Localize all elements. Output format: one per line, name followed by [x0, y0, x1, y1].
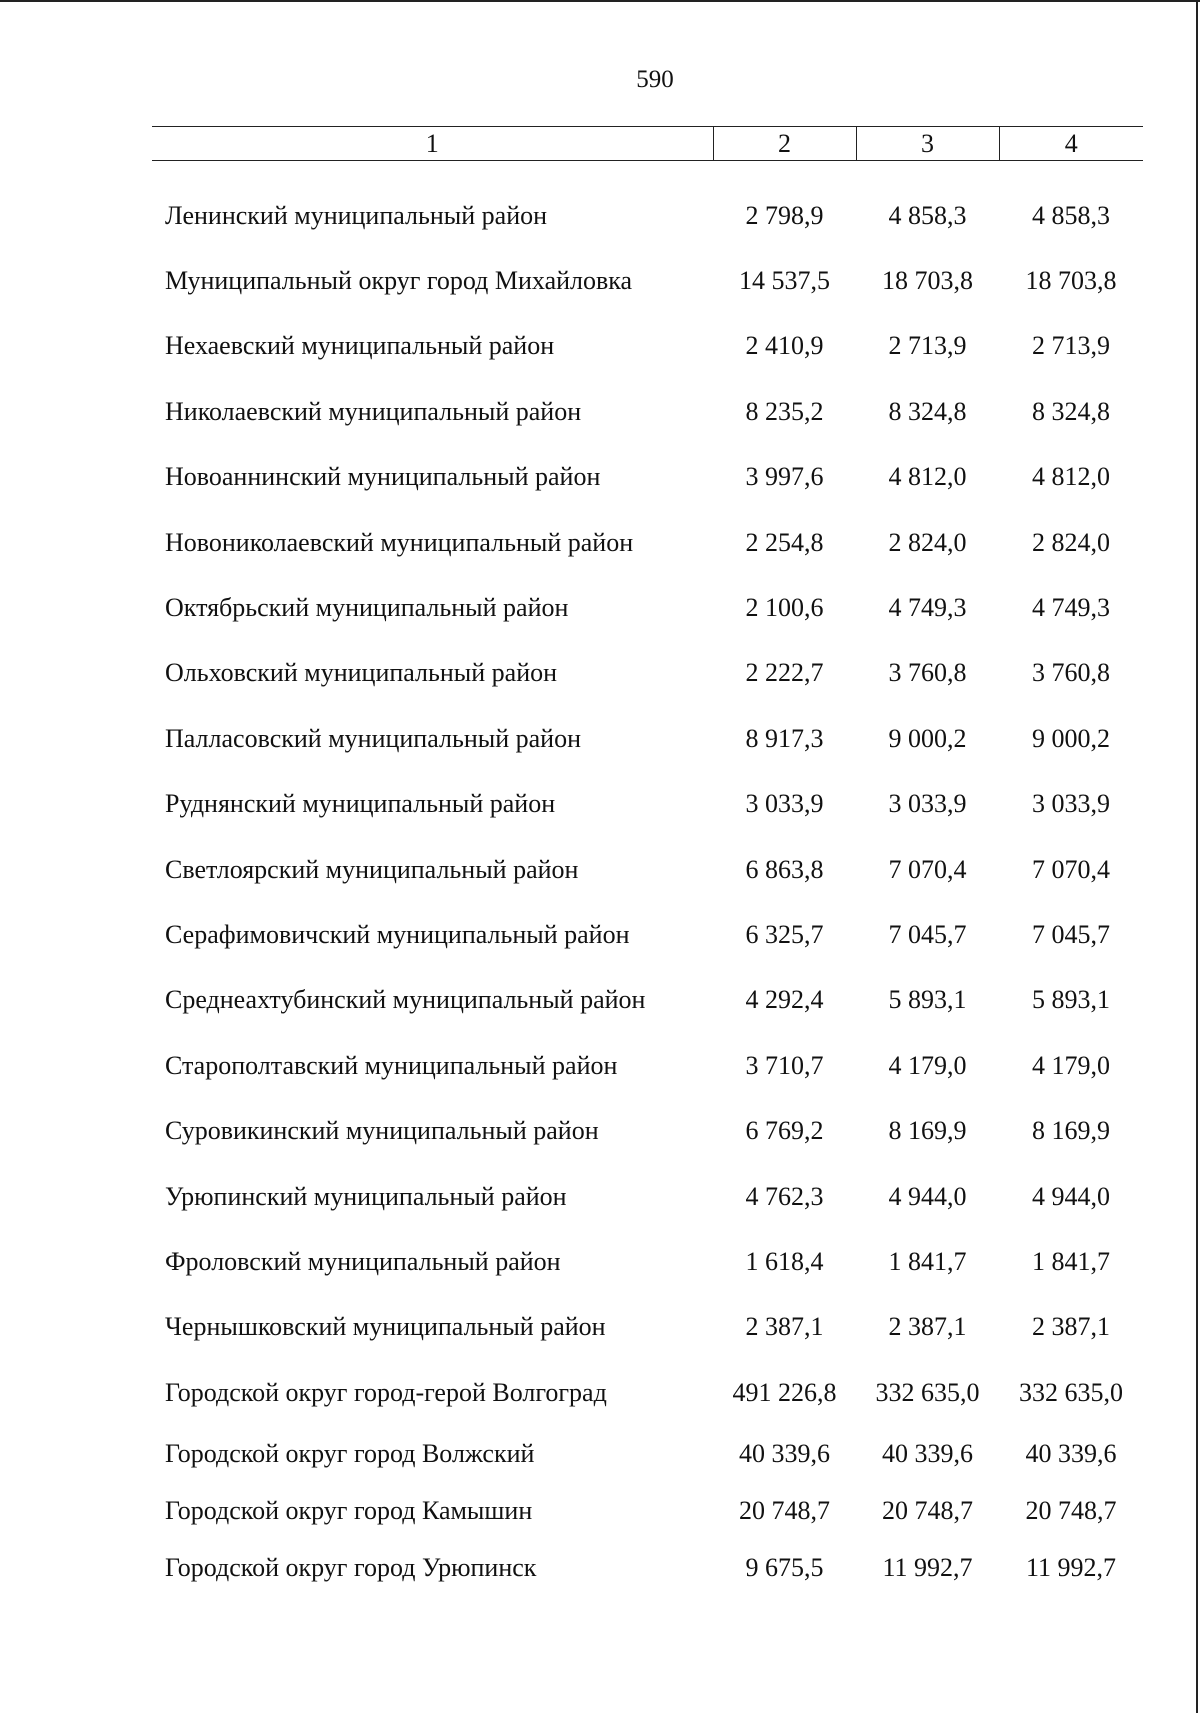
row-name-cell: Новониколаевский муниципальный район	[165, 527, 634, 557]
row-name-cell: Городской округ город Камышин	[165, 1495, 533, 1525]
row-value-col2: 2 100,6	[745, 593, 824, 623]
row-value-col3: 4 858,3	[888, 200, 967, 230]
row-value-col4: 3 033,9	[1032, 789, 1110, 819]
table-row	[152, 641, 1143, 706]
column-header-3: 3	[856, 127, 999, 161]
row-value-col4: 20 748,7	[1025, 1495, 1117, 1525]
table-row	[152, 1482, 1143, 1539]
table-row	[152, 575, 1143, 640]
row-name-cell: Городской округ город Волжский	[165, 1438, 535, 1468]
row-name-cell: Фроловский муниципальный район	[165, 1246, 561, 1276]
row-value-col4: 1 841,7	[1032, 1246, 1110, 1276]
row-value-col4: 7 045,7	[1032, 919, 1110, 949]
row-value-col2: 4 762,3	[745, 1181, 824, 1211]
row-value-col3: 7 045,7	[888, 919, 967, 949]
row-value-col2: 6 325,7	[745, 919, 824, 949]
row-value-col4: 11 992,7	[1025, 1552, 1117, 1582]
row-value-col2: 6 769,2	[745, 1116, 824, 1146]
row-name-cell: Урюпинский муниципальный район	[165, 1181, 567, 1211]
row-value-col2: 4 292,4	[745, 985, 824, 1015]
row-value-col2: 2 222,7	[745, 658, 824, 688]
row-value-col3: 332 635,0	[875, 1377, 980, 1407]
row-value-col3: 4 812,0	[888, 462, 967, 492]
row-value-col4: 8 324,8	[1032, 396, 1110, 426]
column-header-1: 1	[152, 127, 713, 161]
table-row	[152, 1425, 1143, 1482]
row-name-cell: Николаевский муниципальный район	[165, 396, 582, 426]
row-value-col3: 3 760,8	[888, 658, 967, 688]
row-value-col2: 2 254,8	[745, 527, 824, 557]
row-name-cell: Руднянский муниципальный район	[165, 789, 556, 819]
row-value-col2: 8 235,2	[745, 396, 824, 426]
row-value-col3: 18 703,8	[882, 266, 973, 296]
row-value-col2: 2 410,9	[745, 331, 824, 361]
table-row	[152, 1360, 1143, 1425]
row-value-col4: 18 703,8	[1025, 266, 1117, 296]
row-value-col3: 20 748,7	[882, 1495, 973, 1525]
row-value-col4: 9 000,2	[1032, 723, 1110, 753]
row-value-col3: 4 749,3	[888, 593, 967, 623]
row-name-cell: Ленинский муниципальный район	[165, 200, 548, 230]
row-value-col2: 2 798,9	[745, 200, 824, 230]
column-header-2: 2	[713, 127, 856, 161]
row-name-cell: Чернышковский муниципальный район	[165, 1312, 606, 1342]
row-value-col2: 8 917,3	[745, 723, 824, 753]
row-value-col3: 2 713,9	[888, 331, 967, 361]
row-value-col2: 3 033,9	[745, 789, 824, 819]
row-value-col3: 2 387,1	[888, 1312, 967, 1342]
table-row	[152, 379, 1143, 444]
row-value-col3: 7 070,4	[888, 854, 967, 884]
table-row	[152, 968, 1143, 1033]
row-value-col4: 40 339,6	[1025, 1438, 1117, 1468]
row-value-col4: 4 749,3	[1032, 593, 1110, 623]
table-row	[152, 445, 1143, 510]
table-row	[152, 772, 1143, 837]
row-value-col4: 5 893,1	[1032, 985, 1110, 1015]
row-value-col2: 1 618,4	[745, 1246, 824, 1276]
row-value-col4: 4 858,3	[1032, 200, 1110, 230]
row-value-col2: 491 226,8	[732, 1377, 837, 1407]
row-value-col4: 3 760,8	[1032, 658, 1110, 688]
row-value-col3: 3 033,9	[888, 789, 967, 819]
row-value-col3: 40 339,6	[882, 1438, 973, 1468]
row-value-col3: 1 841,7	[888, 1246, 967, 1276]
page-number: 590	[636, 66, 674, 93]
row-name-cell: Городской округ город-герой Волгоград	[165, 1377, 607, 1407]
scan-top-edge	[0, 0, 1200, 2]
row-name-cell: Муниципальный округ город Михайловка	[165, 266, 633, 296]
row-name-cell: Суровикинский муниципальный район	[165, 1116, 599, 1146]
row-value-col3: 4 179,0	[888, 1050, 967, 1080]
row-value-col3: 4 944,0	[888, 1181, 967, 1211]
row-value-col3: 11 992,7	[882, 1552, 973, 1582]
table-row	[152, 1098, 1143, 1163]
table-row	[152, 248, 1143, 313]
row-value-col3: 8 324,8	[888, 396, 967, 426]
row-value-col4: 332 635,0	[1019, 1377, 1123, 1407]
row-value-col2: 9 675,5	[745, 1552, 824, 1582]
row-value-col3: 5 893,1	[888, 985, 967, 1015]
table-row	[152, 902, 1143, 967]
row-name-cell: Старополтавский муниципальный район	[165, 1050, 618, 1080]
row-value-col3: 9 000,2	[888, 723, 967, 753]
row-value-col4: 7 070,4	[1032, 854, 1110, 884]
table-header-row	[152, 127, 1143, 161]
row-value-col4: 2 824,0	[1032, 527, 1110, 557]
row-value-col4: 2 387,1	[1032, 1312, 1110, 1342]
row-name-cell: Палласовский муниципальный район	[165, 723, 581, 753]
table-row	[152, 1229, 1143, 1294]
table-row	[152, 1539, 1143, 1596]
row-value-col2: 40 339,6	[739, 1438, 830, 1468]
table-row	[152, 837, 1143, 902]
row-name-cell: Новоаннинский муниципальный район	[165, 462, 601, 492]
column-header-4: 4	[999, 127, 1143, 161]
row-value-col2: 6 863,8	[745, 854, 824, 884]
row-value-col3: 2 824,0	[888, 527, 967, 557]
row-value-col4: 4 812,0	[1032, 462, 1110, 492]
budget-table	[152, 126, 1143, 1596]
row-value-col2: 3 710,7	[745, 1050, 824, 1080]
row-value-col3: 8 169,9	[888, 1116, 967, 1146]
table-row	[152, 161, 1143, 249]
row-value-col2: 3 997,6	[745, 462, 824, 492]
row-name-cell: Светлоярский муниципальный район	[165, 854, 579, 884]
table-row	[152, 1295, 1143, 1360]
table-row	[152, 1033, 1143, 1098]
table-row	[152, 314, 1143, 379]
row-value-col2: 20 748,7	[739, 1495, 830, 1525]
table-row	[152, 1164, 1143, 1229]
row-name-cell: Городской округ город Урюпинск	[165, 1552, 537, 1582]
row-name-cell: Нехаевский муниципальный район	[165, 331, 555, 361]
table-row	[152, 706, 1143, 771]
row-value-col2: 14 537,5	[739, 266, 830, 296]
table-body	[152, 161, 1143, 1597]
row-name-cell: Серафимовичский муниципальный район	[165, 919, 630, 949]
row-value-col2: 2 387,1	[745, 1312, 824, 1342]
row-name-cell: Октябрьский муниципальный район	[165, 593, 569, 623]
row-value-col4: 2 713,9	[1032, 331, 1110, 361]
scan-right-edge	[1196, 0, 1198, 1713]
row-value-col4: 4 944,0	[1032, 1181, 1110, 1211]
row-value-col4: 4 179,0	[1032, 1050, 1110, 1080]
row-name-cell: Ольховский муниципальный район	[165, 658, 558, 688]
budget-table-container	[152, 126, 1143, 1596]
row-value-col4: 8 169,9	[1032, 1116, 1110, 1146]
table-row	[152, 510, 1143, 575]
row-name-cell: Среднеахтубинский муниципальный район	[165, 985, 646, 1015]
